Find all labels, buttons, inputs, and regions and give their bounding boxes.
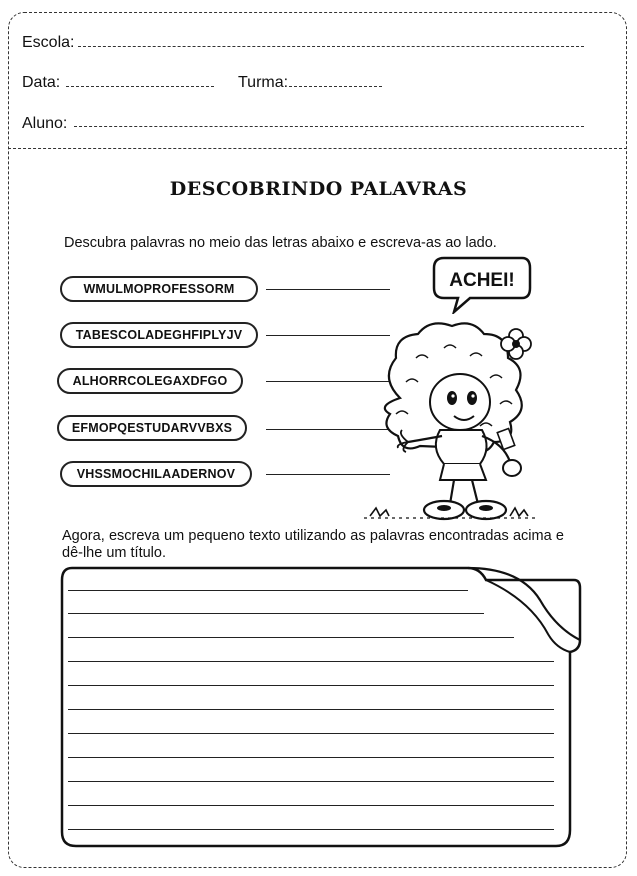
writing-line-2[interactable] (68, 613, 484, 614)
escola-field[interactable] (78, 46, 584, 47)
writing-line-6[interactable] (68, 709, 554, 710)
speech-bubble (430, 254, 534, 314)
answer-line-1[interactable] (266, 289, 390, 290)
speech-bubble-text: ACHEI! (449, 270, 515, 291)
escola-label: Escola: (22, 34, 75, 51)
word-puzzle-2: TABESCOLADEGHFIPLYJV (60, 322, 258, 348)
data-field[interactable] (66, 86, 214, 87)
writing-line-8[interactable] (68, 757, 554, 758)
writing-line-7[interactable] (68, 733, 554, 734)
writing-line-11[interactable] (68, 829, 554, 830)
header-divider (8, 148, 627, 149)
girl-illustration (360, 318, 540, 528)
word-puzzle-3: ALHORRCOLEGAXDFGO (57, 368, 243, 394)
aluno-label: Aluno: (22, 115, 68, 132)
word-puzzle-5: VHSSMOCHILAADERNOV (60, 461, 252, 487)
instruction-text: Descubra palavras no meio das letras abaixo e escreva-as ao lado. (64, 235, 497, 251)
writing-line-9[interactable] (68, 781, 554, 782)
word-puzzle-1: WMULMOPROFESSORM (60, 276, 258, 302)
turma-field[interactable] (289, 86, 382, 87)
page-title: DESCOBRINDO PALAVRAS (169, 178, 468, 200)
data-label: Data: (22, 74, 61, 91)
writing-line-4[interactable] (68, 661, 554, 662)
writing-line-5[interactable] (68, 685, 554, 686)
writing-line-1[interactable] (68, 590, 468, 591)
word-puzzle-4: EFMOPQESTUDARVVBXS (57, 415, 247, 441)
aluno-field[interactable] (74, 126, 584, 127)
writing-line-3[interactable] (68, 637, 514, 638)
writing-line-10[interactable] (68, 805, 554, 806)
writing-instruction: Agora, escreva um pequeno texto utilizando as palavras encontradas acima e dê-lhe um título. (62, 528, 564, 561)
turma-label: Turma: (238, 74, 289, 91)
